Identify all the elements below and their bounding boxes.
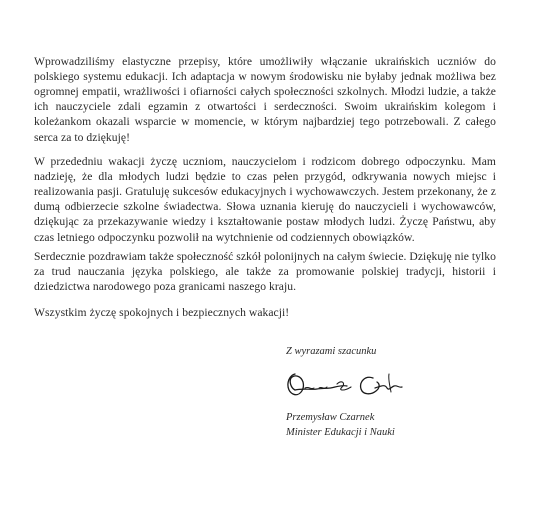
signatory-name: Przemysław Czarnek xyxy=(286,412,375,423)
letter-paragraph-1: Wprowadziliśmy elastyczne przepisy, które umożliwiły włączanie ukraińskich uczniów do polskiego systemu edukacji. Ich adaptacja w nowym środowisku nie byłaby jednak możliwa bez ogromnej empatii, wrażliwości i ofiarności całych społeczności szkolnych. Młodzi ludzie, a także ich nauczyciele zdali egzamin z otwartości i serdeczności. Swoim ukraińskim kolegom i koleżankom okazali wsparcie w momencie, w którym najbardziej tego potrzebowali. Z całego serca za to dziękuję! xyxy=(34,54,496,144)
letter-paragraph-4: Wszystkim życzę spokojnych i bezpiecznych wakacji! xyxy=(34,305,290,319)
closing-phrase: Z wyrazami szacunku xyxy=(286,346,377,357)
letter-paragraph-2: W przededniu wakacji życzę uczniom, nauczycielom i rodzicom dobrego odpoczynku. Mam nadzieję, że dla młodych ludzi będzie to czas pełen przygód, odkrywania nowych miejsc i realizowania pasji. Gratuluję sukcesów edukacyjnych i wychowawczych. Jestem przekonany, że z dumą odbierzecie szkolne świadectwa. Słowa uznania kieruję do nauczycieli i wychowawców, dziękując za przekazywanie wiedzy i kształtowanie postaw młodych ludzi. Życzę Państwu, aby czas letniego odpoczynku pozwolił na wytchnienie od codziennych obowiązków. xyxy=(34,154,496,244)
signatory-title: Minister Edukacji i Nauki xyxy=(286,427,395,438)
handwritten-signature xyxy=(281,366,409,406)
letter-paragraph-3: Serdecznie pozdrawiam także społeczność szkół polonijnych na całym świecie. Dziękuję nie tylko za trud nauczania języka polskiego, ale także za promowanie polskiej tradycji, historii i dziedzictwa narodowego poza granicami naszego kraju. xyxy=(34,249,496,293)
